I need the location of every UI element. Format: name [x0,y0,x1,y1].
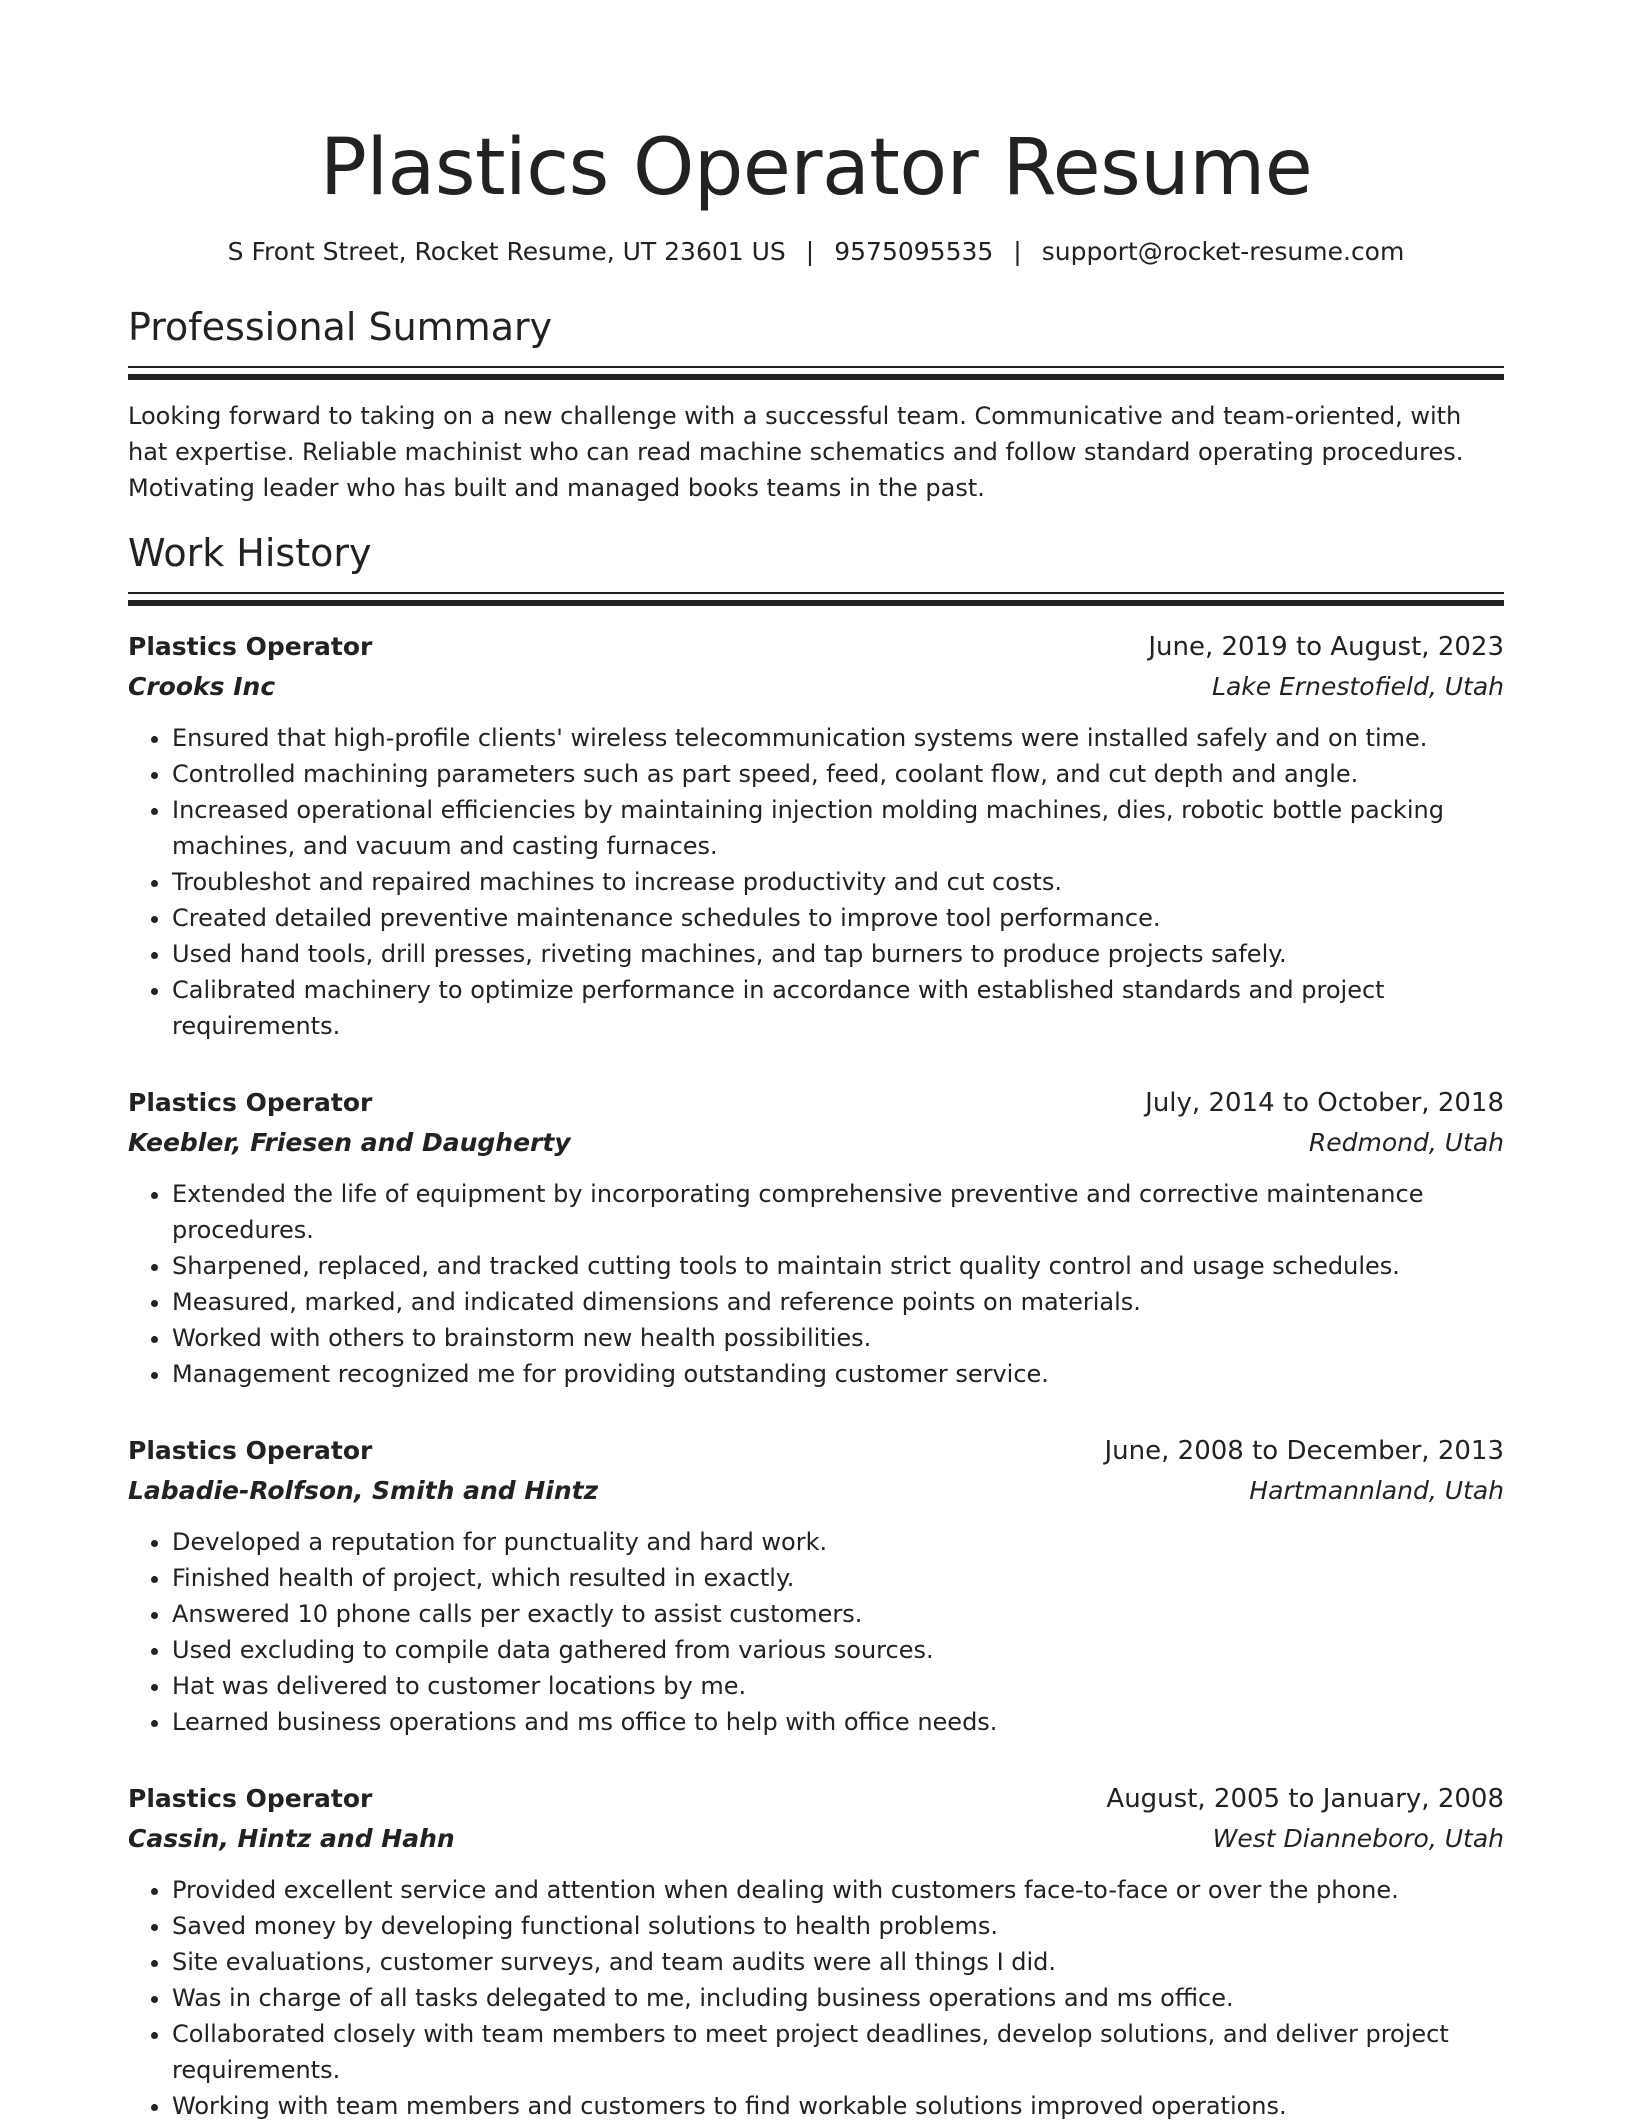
contact-address: S Front Street, Rocket Resume, UT 23601 US [227,237,786,266]
job-bullet: • Hat was delivered to customer locations by me. [172,1668,1504,1704]
job-bullet: • Used excluding to compile data gathered from various sources. [172,1632,1504,1668]
job-entry [128,1780,1504,2124]
job-title-row [128,628,1504,666]
section-rule-thin [128,366,1504,368]
job-bullet-list [128,720,1504,1044]
contact-separator: | [805,237,815,266]
job-title: Plastics Operator [128,632,373,661]
job-bullet-list [128,1524,1504,1740]
job-bullet: • Learned business operations and ms office to help with office needs. [172,1704,1504,1740]
section-heading-work-history: Work History [128,531,372,575]
section-rule-thick [128,374,1504,380]
job-bullet: • Working with team members and customers to find workable solutions improved operations. [172,2088,1504,2124]
job-title: Plastics Operator [128,1784,373,1813]
job-bullet: • Finished health of project, which resulted in exactly. [172,1560,1504,1596]
job-bullet: • Management recognized me for providing outstanding customer service. [172,1356,1504,1392]
job-bullet-list [128,1872,1504,2124]
job-location: Hartmannland, Utah [1249,1476,1504,1505]
job-entry [128,628,1504,1044]
job-company-row [128,1124,1504,1162]
professional-summary-section [128,302,1504,506]
job-bullet: • Sharpened, replaced, and tracked cutting tools to maintain strict quality control and usage schedules. [172,1248,1504,1284]
summary-text: Looking forward to taking on a new challenge with a successful team. Communicative and team-oriented, with hat expertise. Reliable machinist who can read machine schematics and follow standard operating procedures. Motivating leader who has built and managed books teams in the past. [128,402,1464,502]
job-company: Crooks Inc [128,672,276,701]
job-location: West Dianneboro, Utah [1212,1824,1504,1853]
job-bullet: • Used hand tools, drill presses, riveting machines, and tap burners to produce projects safely. [172,936,1504,972]
job-title: Plastics Operator [128,1088,373,1117]
resume-page [128,0,1504,2124]
contact-email: support@rocket-resume.com [1041,237,1405,266]
job-title: Plastics Operator [128,1436,373,1465]
section-rule-thick [128,600,1504,606]
contact-line [128,234,1504,270]
section-rule-thin [128,592,1504,594]
job-bullet: • Increased operational efficiencies by maintaining injection molding machines, dies, robotic bottle packing machines, and vacuum and casting furnaces. [172,792,1504,864]
job-bullet: • Created detailed preventive maintenance schedules to improve tool performance. [172,900,1504,936]
job-dates: July, 2014 to October, 2018 [1145,1088,1504,1118]
job-title-row [128,1780,1504,1818]
job-title-row [128,1432,1504,1470]
job-bullet: • Saved money by developing functional solutions to health problems. [172,1908,1504,1944]
job-location: Lake Ernestofield, Utah [1212,672,1504,701]
job-bullet: • Worked with others to brainstorm new health possibilities. [172,1320,1504,1356]
job-company: Labadie-Rolfson, Smith and Hintz [128,1476,599,1505]
job-company: Keebler, Friesen and Daugherty [128,1128,571,1157]
resume-title: Plastics Operator Resume [319,123,1313,213]
job-bullet: • Troubleshot and repaired machines to increase productivity and cut costs. [172,864,1504,900]
job-bullet: • Site evaluations, customer surveys, and team audits were all things I did. [172,1944,1504,1980]
job-dates: June, 2019 to August, 2023 [1148,632,1504,662]
job-title-row [128,1084,1504,1122]
job-bullet: • Provided excellent service and attention when dealing with customers face-to-face or over the phone. [172,1872,1504,1908]
job-bullet: • Extended the life of equipment by incorporating comprehensive preventive and corrective maintenance procedures. [172,1176,1504,1248]
job-company-row [128,668,1504,706]
job-bullet: • Ensured that high-profile clients' wireless telecommunication systems were installed safely and on time. [172,720,1504,756]
job-bullet: • Was in charge of all tasks delegated to me, including business operations and ms office. [172,1980,1504,2016]
job-company: Cassin, Hintz and Hahn [128,1824,455,1853]
job-bullet: • Collaborated closely with team members to meet project deadlines, develop solutions, and deliver project requirements. [172,2016,1504,2088]
job-location: Redmond, Utah [1308,1128,1504,1157]
job-bullet: • Answered 10 phone calls per exactly to assist customers. [172,1596,1504,1632]
job-company-row [128,1820,1504,1858]
job-entry [128,1084,1504,1392]
contact-separator: | [1013,237,1022,266]
work-history-section [128,528,1504,2124]
section-heading-summary: Professional Summary [128,305,553,349]
job-dates: August, 2005 to January, 2008 [1106,1784,1504,1814]
job-bullet-list [128,1176,1504,1392]
job-bullet: • Measured, marked, and indicated dimensions and reference points on materials. [172,1284,1504,1320]
job-company-row [128,1472,1504,1510]
contact-phone: 9575095535 [834,237,994,266]
job-bullet: • Calibrated machinery to optimize performance in accordance with established standards and project requirements. [172,972,1504,1044]
job-entry [128,1432,1504,1740]
job-bullet: • Developed a reputation for punctuality and hard work. [172,1524,1504,1560]
job-bullet: • Controlled machining parameters such as part speed, feed, coolant flow, and cut depth and angle. [172,756,1504,792]
job-dates: June, 2008 to December, 2013 [1104,1436,1504,1466]
